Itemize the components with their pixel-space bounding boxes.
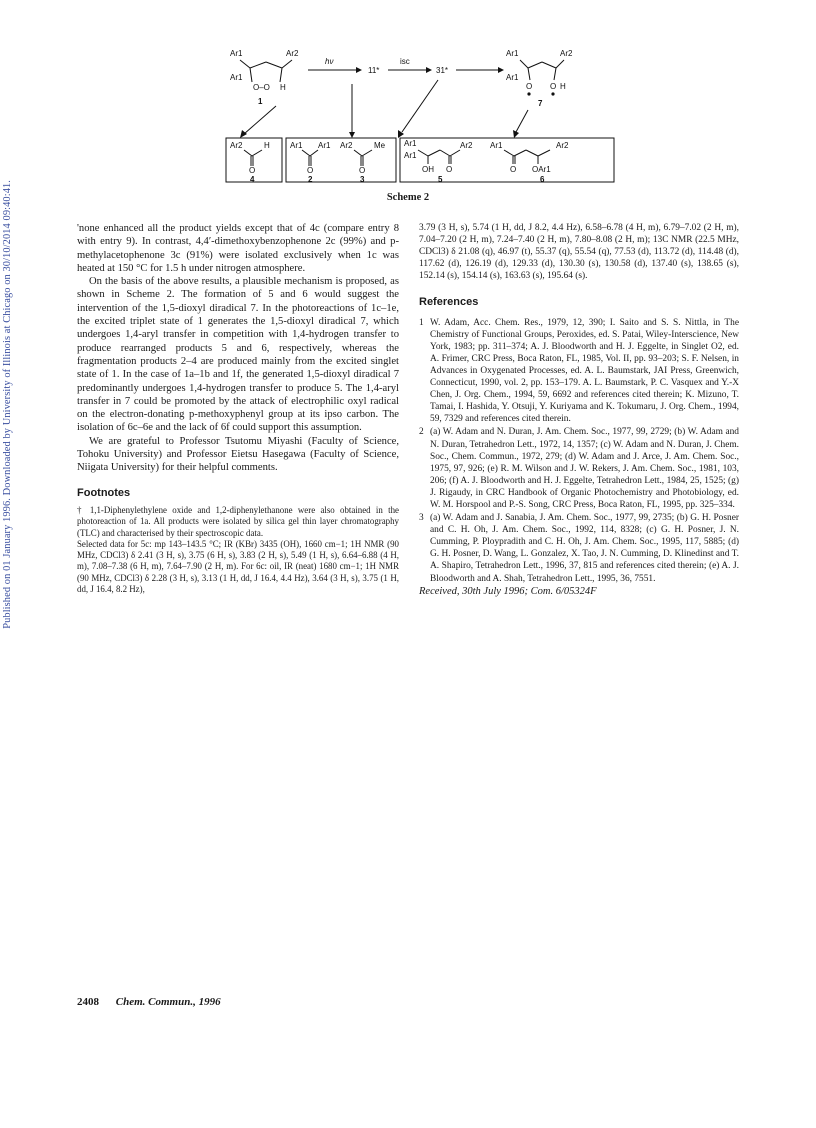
scheme-caption: Scheme 2 (386, 192, 430, 203)
footnotes-heading: Footnotes (77, 486, 131, 499)
right-column (419, 222, 739, 598)
reference-number: 1 (419, 317, 424, 328)
svg-text:3: 3 (360, 175, 365, 184)
svg-text:O: O (249, 166, 256, 175)
paragraph: On the basis of the above results, a plausible mechanism is proposed, as shown in Scheme 2. The formation of 5 and 6 would suggest the intervention of the 1,5-dioxyl diradical 7. In the photoreactions of 1c–1e, the excited triplet state of 1 generates the 1,5-dioxyl diradical 7, which undergoes 1,4-aryl transfer in competition with 1,4-hydrogen transfer to produce rearranged products 5 and 6, respectively, whereas the fragmentation products 2–4 are produced mainly from the excited singlet state of 1. In the case of 1a–1b and 1f, the generated 1,5-dioxyl diradical 7 predominantly undergoes 1,4-hydrogen transfer to produce 5. The 1,4-aryl transfer in 7 could be promoted by the attack of electrophilic oxyl radical on the electron-donating p-methoxyphenyl group at its ipso carbon. The isolation of 6c–6e and the lack of 6f could support this assumption. (77, 276, 399, 434)
svg-text:H: H (560, 82, 566, 91)
paragraph: 'none enhanced all the product yields except that of 4c (compare entry 8 with entry 9). In contrast, 4,4′-dimethoxybenzophenone 2c (99%) and p-methylacetophenone 3c (91%) were isolated exclusively when 1c was heated at 150 °C for 1.5 h under nitrogen atmosphere. (77, 223, 399, 274)
reference-text: W. Adam, Acc. Chem. Res., 1979, 12, 390; I. Saito and S. S. Nittla, in The Chemistry of Functional Groups, Peroxides, ed. S. Patai, Wiley-Interscience, New York, 1983; pp. 311–374; A. J. Bloodworth and H. J. Eggelte, in Singlet O2, ed. A. Frimer, CRC Press, Boca Raton, FL, 1985, Vol. II, pp. 93–203; S. F. Nelsen, in Advances in Oxygenated Processes, ed. A. L. Baumstark, JAI Press, Greenwich, Connecticut, 1990, vol. 2, pp. 153–179. A. L. Baumstark, P. C. Vasquex and Y.-X Chen, J. Org. Chem., 1994, 59, 6692 and references cited therein; K. Mizuno, T. Tamai, I. Hashida, Y. Otsuji, Y. Kuriyama and K. Tokumaru, J. Org. Chem., 1994, 59, 7329 and references cited therein. (430, 317, 739, 425)
svg-text:Ar2: Ar2 (340, 141, 353, 150)
svg-text:Ar2: Ar2 (556, 141, 569, 150)
svg-text:Ar1: Ar1 (404, 151, 417, 160)
singlet-state: 11* (368, 66, 380, 75)
reference-text: (a) W. Adam and J. Sanabia, J. Am. Chem. Soc., 1977, 99, 2735; (b) G. H. Posner and C. H. Oh, J. Am. Chem. Soc., 1992, 114, 8328; (c) G. H. Posner, J. N. Cumming, P. Ploypradith and C. H. Oh, J. Am. Chem. Soc., 1995, 117, 5885; (d) G. H. Posner, D. Wang, L. Gonzalez, X. Tao, J. N. Cumming, D. Klinedinst and T. A. Shapiro, Tetrahedron Lett., 1996, 37, 815 and references cited therein; (e) A. J. Bloodworth and A. Shah, Tetrahedron Lett., 1995, 36, 7551. (430, 513, 739, 584)
svg-text:O: O (510, 165, 517, 174)
svg-text:Ar1: Ar1 (230, 49, 243, 58)
footnote: † 1,1-Diphenylethylene oxide and 1,2-diphenylethanone were also obtained in the photoreaction of 1a. All products were isolated by silica gel thin layer chromatography (TLC) and characterised by their spectroscopic data. (77, 504, 399, 538)
label-7: 7 (538, 99, 543, 108)
product-6 (490, 141, 569, 184)
svg-text:6: 6 (540, 175, 545, 184)
svg-text:Ar1: Ar1 (230, 73, 243, 82)
reference-list (419, 317, 739, 585)
reference-number: 3 (419, 513, 424, 524)
svg-text:O–O: O–O (253, 83, 270, 92)
left-column (77, 222, 399, 595)
svg-text:Ar2: Ar2 (560, 49, 573, 58)
hv-label: hν (325, 57, 334, 66)
download-watermark: Published on 01 January 1996. Downloaded by University of Illinois at Chicago on 30/10/2014 09:40:41. (2, 180, 13, 629)
reference-item (419, 512, 739, 585)
triplet-state: 31* (436, 66, 449, 75)
svg-text:Ar2: Ar2 (286, 49, 299, 58)
received-date: Received, 30th July 1996; Com. 6/05324F (419, 585, 597, 597)
svg-text:O: O (359, 166, 366, 175)
svg-text:2: 2 (308, 175, 313, 184)
page-number: 2408 (77, 996, 99, 1008)
compound-7 (506, 49, 573, 108)
reference-item (419, 317, 739, 426)
svg-text:5: 5 (438, 175, 443, 184)
svg-text:4: 4 (250, 175, 255, 184)
references-heading: References (419, 296, 479, 309)
svg-text:Ar2: Ar2 (460, 141, 473, 150)
product-4 (230, 141, 270, 184)
svg-text:Ar2: Ar2 (230, 141, 243, 150)
svg-text:H: H (264, 141, 270, 150)
svg-text:Ar1: Ar1 (506, 73, 519, 82)
svg-text:OAr1: OAr1 (532, 165, 551, 174)
reference-number: 2 (419, 427, 424, 438)
reaction-scheme (222, 42, 622, 207)
reference-text: (a) W. Adam and N. Duran, J. Am. Chem. Soc., 1977, 99, 2729; (b) W. Adam and N. Duran, Tetrahedron Lett., 1972, 14, 1357; (c) W. Adam and N. Duran, J. Chem. Soc., Chem. Commun., 1972, 279; (d) W. Adam and J. Arce, J. Am. Chem. Soc., 1975, 97, 926; (e) R. M. Wilson and J. W. Rekers, J. Am. Chem. Soc., 1981, 103, 206; (f) A. J. Bloodworth and H. J. Eggelte, Tetrahedron Lett., 1984, 25, 1525; (g) J. Rigaudy, in CRC Handbook of Organic Photochemistry and Photobiology, ed. W. M. Horspool and P.-S. Song, CRC Press, Boca Raton, FL, 1995, pp. 325–334. (430, 427, 739, 510)
svg-text:Ar1: Ar1 (404, 139, 417, 148)
product-2 (290, 141, 331, 184)
product-3 (340, 141, 386, 184)
svg-text:Ar1: Ar1 (506, 49, 519, 58)
svg-text:Ar1: Ar1 (290, 141, 303, 150)
page-footer (77, 996, 221, 1008)
compound-1 (230, 49, 299, 106)
svg-text:Ar1: Ar1 (318, 141, 331, 150)
svg-text:Ar1: Ar1 (490, 141, 503, 150)
footnote-data: Selected data for 5c: mp 143–143.5 °C; IR (KBr) 3435 (OH), 1660 cm−1; 1H NMR (90 MHz, CDCl3) δ 2.41 (3 H, s), 3.75 (6 H, s), 3.83 (2 H, s), 5.49 (1 H, s), 6.64–6.88 (4 H, m), 7.08–7.38 (6 H, m), 7.64–7.90 (2 H, m). For 6c: oil, IR (neat) 1680 cm−1; 1H NMR (90 MHz, CDCl3) δ 2.28 (3 H, s), 3.13 (1 H, dd, J 16.4, 4.4 Hz), 3.64 (3 H, s), 3.75 (1 H, dd, J 16.4, 8.2 Hz), (77, 538, 399, 595)
svg-text:O: O (526, 82, 533, 91)
isc-label: isc (400, 57, 410, 66)
svg-text:Me: Me (374, 141, 386, 150)
spectral-data: 3.79 (3 H, s), 5.74 (1 H, dd, J 8.2, 4.4 Hz), 6.58–6.78 (4 H, m), 6.79–7.02 (2 H, m), 7.04–7.20 (2 H, m), 7.24–7.40 (2 H, m), 7.80–8.08 (2 H, m); 13C NMR (22.5 MHz, CDCl3) δ 21.08 (q), 46.97 (t), 55.37 (q), 55.54 (q), 77.53 (d), 113.72 (d), 114.48 (d), 117.62 (d), 126.19 (d), 129.33 (d), 130.30 (s), 130.58 (d), 137.40 (s), 138.65 (s), 152.14 (s), 154.14 (s), 163.63 (s), 195.64 (s). (419, 223, 739, 282)
acknowledgement: We are grateful to Professor Tsutomu Miyashi (Faculty of Science, Tohoku University) and Professor Eietsu Hasegawa (Faculty of Science, Niigata University) for their helpful comments. (77, 435, 399, 474)
svg-text:O: O (446, 165, 453, 174)
svg-text:O: O (550, 82, 557, 91)
journal-name: Chem. Commun., 1996 (115, 996, 221, 1008)
product-5 (404, 139, 473, 184)
svg-text:OH: OH (422, 165, 434, 174)
svg-text:O: O (307, 166, 314, 175)
label-1: 1 (258, 97, 263, 106)
reference-item (419, 426, 739, 511)
svg-text:H: H (280, 83, 286, 92)
